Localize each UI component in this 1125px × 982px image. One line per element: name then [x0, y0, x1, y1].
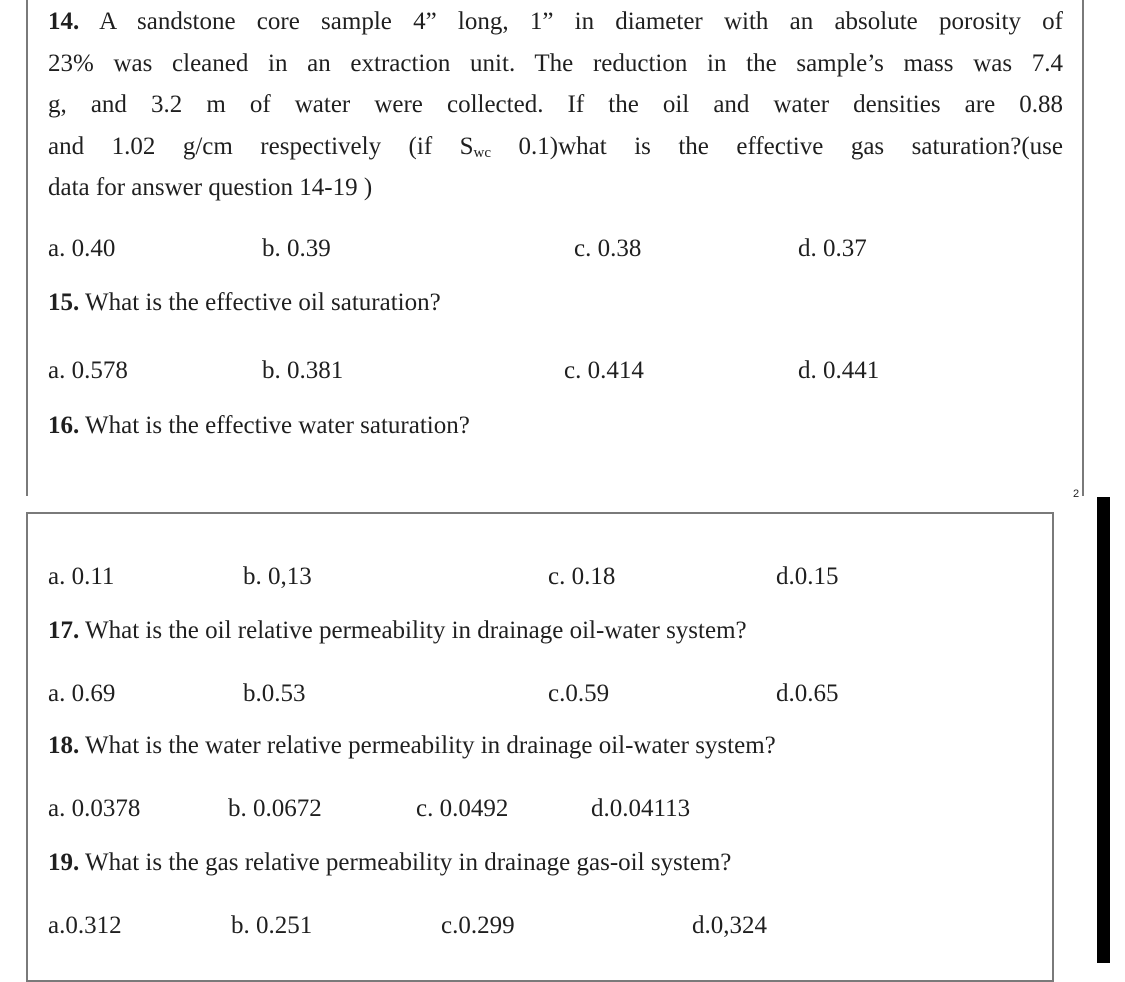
question-14-number: 14.	[48, 8, 80, 35]
option-15-b: b. 0.381	[262, 357, 344, 384]
option-17-c: c.0.59	[548, 680, 610, 707]
option-17-a: a. 0.69	[48, 680, 116, 707]
option-19-c: c.0.299	[441, 912, 515, 939]
question-14-text-1: A sandstone core sample 4” long, 1” in diameter with an absolute porosity of	[99, 8, 1063, 35]
option-18-c: c. 0.0492	[416, 795, 509, 822]
page-edge-bar	[1097, 497, 1110, 963]
question-19-number: 19.	[48, 849, 80, 876]
question-18-text: What is the water relative permeability in drainage oil-water system?	[79, 732, 776, 759]
question-15-number: 15.	[48, 289, 80, 316]
option-17-d: d.0.65	[776, 680, 839, 707]
option-16-a: a. 0.11	[48, 563, 115, 590]
option-16-d: d.0.15	[776, 563, 839, 590]
question-14-line-3: g, and 3.2 m of water were collected. If the oil and water densities are 0.88	[48, 91, 1063, 118]
question-18-number: 18.	[48, 732, 80, 759]
option-15-a: a. 0.578	[48, 357, 128, 384]
question-14-line-1	[48, 1, 1063, 43]
option-18-b: b. 0.0672	[228, 795, 322, 822]
option-14-b: b. 0.39	[262, 235, 331, 262]
option-19-a: a.0.312	[48, 912, 122, 939]
option-18-d: d.0.04113	[591, 795, 691, 822]
option-16-c: c. 0.18	[548, 563, 616, 590]
question-15	[48, 289, 441, 317]
question-14-line-2: 23% was cleaned in an extraction unit. The reduction in the sample’s mass was 7.4	[48, 49, 1063, 77]
question-14	[48, 1, 1063, 209]
option-14-c: c. 0.38	[574, 235, 642, 262]
question-16-text: What is the effective water saturation?	[79, 412, 470, 439]
page-number: 2	[1073, 488, 1080, 500]
question-17	[48, 617, 747, 645]
question-19-text: What is the gas relative permeability in drainage gas-oil system?	[79, 849, 732, 876]
swc-subscript: wc	[473, 144, 492, 161]
question-19	[48, 849, 731, 877]
option-18-a: a. 0.0378	[48, 795, 141, 822]
option-19-b: b. 0.251	[231, 912, 313, 939]
option-16-b: b. 0,13	[243, 563, 312, 590]
question-16	[48, 412, 470, 440]
question-15-text: What is the effective oil saturation?	[79, 289, 441, 316]
question-18	[48, 732, 776, 760]
question-14-line-4	[48, 126, 1063, 168]
question-16-number: 16.	[48, 412, 80, 439]
question-17-text: What is the oil relative permeability in drainage oil-water system?	[79, 617, 747, 644]
option-14-a: a. 0.40	[48, 235, 116, 262]
question-14-text-4b: 0.1)what is the effective gas saturation?(use	[491, 132, 1063, 160]
option-15-c: c. 0.414	[564, 357, 644, 384]
question-17-number: 17.	[48, 617, 80, 644]
option-19-d: d.0,324	[692, 912, 767, 939]
question-14-line-5: data for answer question 14-19 )	[48, 174, 373, 201]
option-15-d: d. 0.441	[798, 357, 880, 384]
question-14-text-4: and 1.02 g/cm respectively (if S	[48, 132, 474, 160]
option-17-b: b.0.53	[243, 680, 306, 707]
option-14-d: d. 0.37	[798, 235, 867, 262]
